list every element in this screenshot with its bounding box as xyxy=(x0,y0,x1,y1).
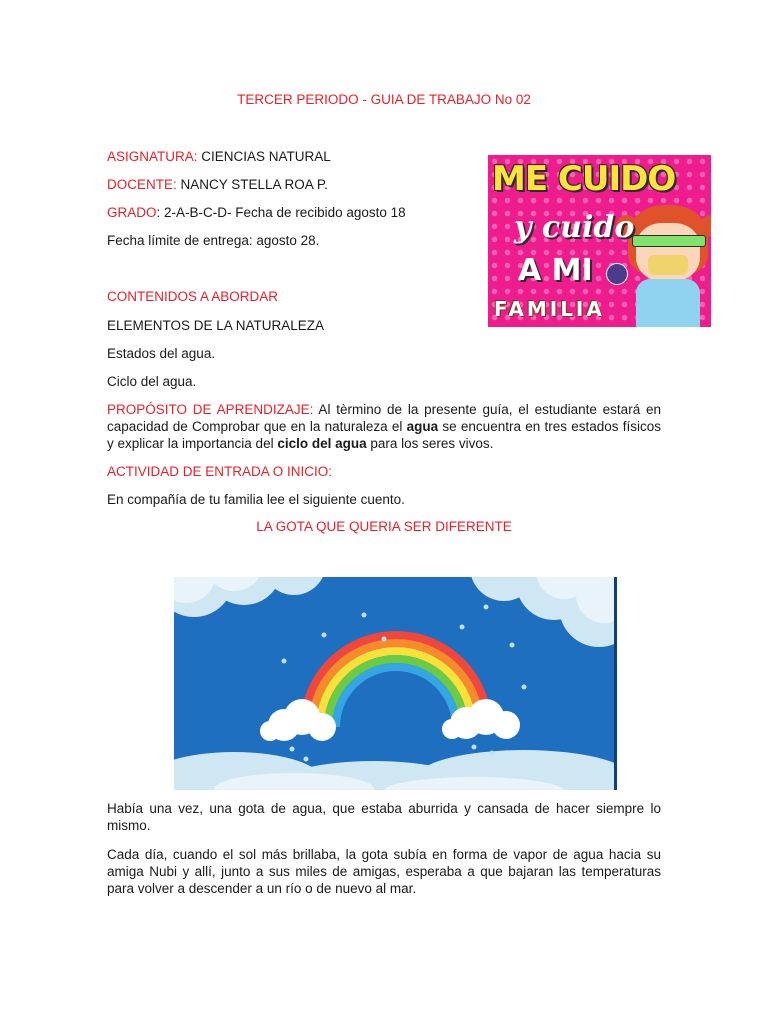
face-mask-icon xyxy=(648,255,688,275)
proposito-text-1: Al tèrmino de la presente guía, el estudiante estará en capacidad de Comprobar que en la naturaleza el xyxy=(107,402,662,434)
grado-label: GRADO xyxy=(107,205,157,220)
docente-label: DOCENTE: xyxy=(107,177,177,192)
proposito-bold-ciclo: ciclo del agua xyxy=(277,436,367,451)
contenidos-label: CONTENIDOS A ABORDAR xyxy=(107,289,279,304)
proposito-text-3: para los seres vivos. xyxy=(366,436,494,451)
asignatura-label: ASIGNATURA: xyxy=(107,149,198,164)
poster-line-3: A MI xyxy=(518,253,593,288)
rainbow-clouds-image xyxy=(174,577,617,790)
docente-value: NANCY STELLA ROA P. xyxy=(176,177,328,192)
actividad-label: ACTIVIDAD DE ENTRADA O INICIO: xyxy=(107,464,333,479)
story-paragraph-1: Había una vez, una gota de agua, que estaba aburrida y cansada de hacer siempre lo mismo. xyxy=(107,801,661,833)
grado-value: 2-A-B-C-D- Fecha de recibido agosto 18 xyxy=(160,205,406,220)
poster-line-1: ME CUIDO xyxy=(492,159,676,199)
actividad-instruction: En compañía de tu familia lee el siguiente cuento. xyxy=(107,492,405,507)
contenido-item-3: Ciclo del agua. xyxy=(107,374,197,389)
face-shield-icon xyxy=(632,235,706,247)
me-cuido-poster-image xyxy=(488,155,711,327)
asignatura-line xyxy=(107,148,331,165)
proposito-bold-agua: agua xyxy=(406,419,439,434)
story-paragraph-2: Cada día, cuando el sol más brillaba, la gota subía en forma de vapor de agua hacia su amiga Nubi y allí, junto a sus miles de amigas, esperaba a que bajaran las temperaturas para volver a descender a un río o de nuevo al mar. xyxy=(107,847,661,896)
proposito-text-2: se encuentra en tres estados físicos y explicar la importancia del xyxy=(107,419,662,451)
proposito-paragraph xyxy=(107,401,661,452)
fecha-limite: Fecha límite de entrega: agosto 28. xyxy=(107,233,320,248)
contenido-item-2: Estados del agua. xyxy=(107,346,216,361)
girl-shirt xyxy=(636,279,700,327)
poster-line-4: FAMILIA xyxy=(494,297,605,321)
proposito-label: PROPÓSITO DE APRENDIZAJE: xyxy=(107,402,314,417)
grado-line xyxy=(107,204,406,221)
page-title: TERCER PERIODO - GUIA DE TRABAJO No 02 xyxy=(237,92,531,107)
badge-icon xyxy=(606,263,628,285)
contenido-item-1: ELEMENTOS DE LA NATURALEZA xyxy=(107,318,325,333)
docente-line xyxy=(107,176,328,193)
story-title: LA GOTA QUE QUERIA SER DIFERENTE xyxy=(256,519,512,534)
asignatura-value: CIENCIAS NATURAL xyxy=(197,149,331,164)
grado-colon: : xyxy=(156,205,161,220)
poster-line-2: y cuido xyxy=(514,210,635,245)
